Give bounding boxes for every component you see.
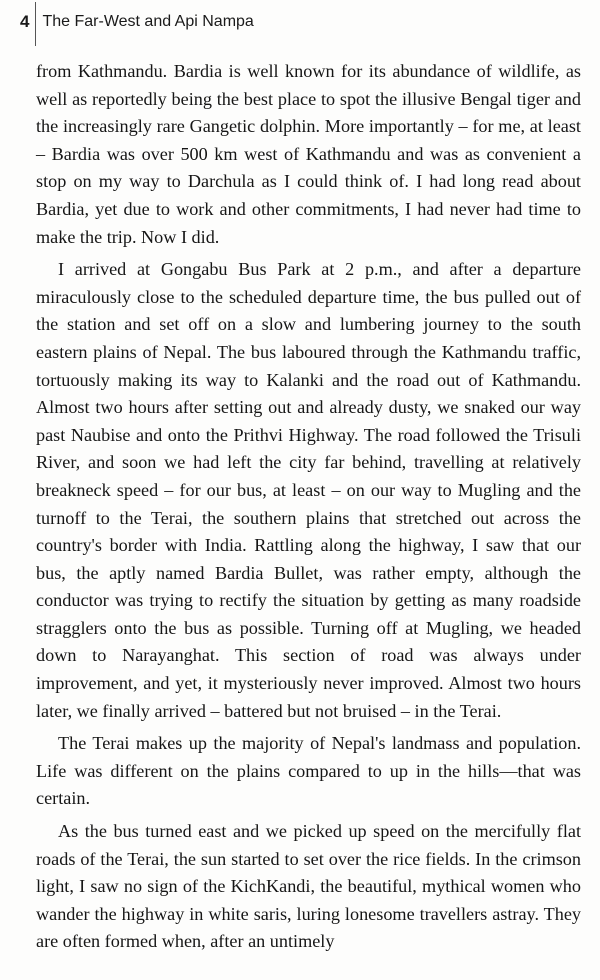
page-number: 4 bbox=[20, 12, 30, 31]
paragraph-1: from Kathmandu. Bardia is well known for its abundance of wildlife, as well as reportedly being the best place to spot the illusive Bengal tiger and the increasingly rare Gangetic dolphin. More importantly – for me, at least – Bardia was over 500 km west of Kathmandu and was as convenient a stop on my way to Darchula as I could think of. I had long read about Bardia, yet due to work and other commitments, I had never had time to make the trip. Now I did. bbox=[36, 61, 581, 247]
running-head: The Far-West and Api Nampa bbox=[42, 13, 254, 30]
header-divider bbox=[35, 2, 36, 46]
paragraph-4: As the bus turned east and we picked up speed on the mercifully flat roads of the Terai, the sun started to set over the rice fields. In the crimson light, I saw no sign of the KichKandi, the beautiful, mythical women who wander the highway in white saris, luring lonesome travellers astray. They are often formed when, after an untimely bbox=[36, 821, 581, 952]
paragraph-3: The Terai makes up the majority of Nepal's landmass and population. Life was different on the plains compared to up in the hills—that was certain. bbox=[36, 733, 581, 809]
body-text bbox=[36, 58, 581, 961]
paragraph-2: I arrived at Gongabu Bus Park at 2 p.m., and after a departure miraculously close to the scheduled departure time, the bus pulled out of the station and set off on a slow and lumbering journey to the south eastern plains of Nepal. The bus laboured through the Kathmandu traffic, tortuously making its way to Kalanki and the road out of Kathmandu. Almost two hours after setting out and already dusty, we snaked our way past Naubise and onto the Prithvi Highway. The road followed the Trisuli River, and soon we had left the city far behind, travelling at relatively breakneck speed – for our bus, at least – on our way to Mugling and the turnoff to the Terai, the southern plains that stretched out across the country's border with India. Rattling along the highway, I saw that our bus, the aptly named Bardia Bullet, was rather empty, although the conductor was trying to rectify the situation by getting as many roadside stragglers onto the bus as possible. Turning off at Mugling, we headed down to Narayanghat. This section of road was always under improvement, and yet, it mysteriously never improved. Almost two hours later, we finally arrived – battered but not bruised – in the Terai. bbox=[36, 259, 581, 721]
page-header bbox=[20, 6, 254, 38]
